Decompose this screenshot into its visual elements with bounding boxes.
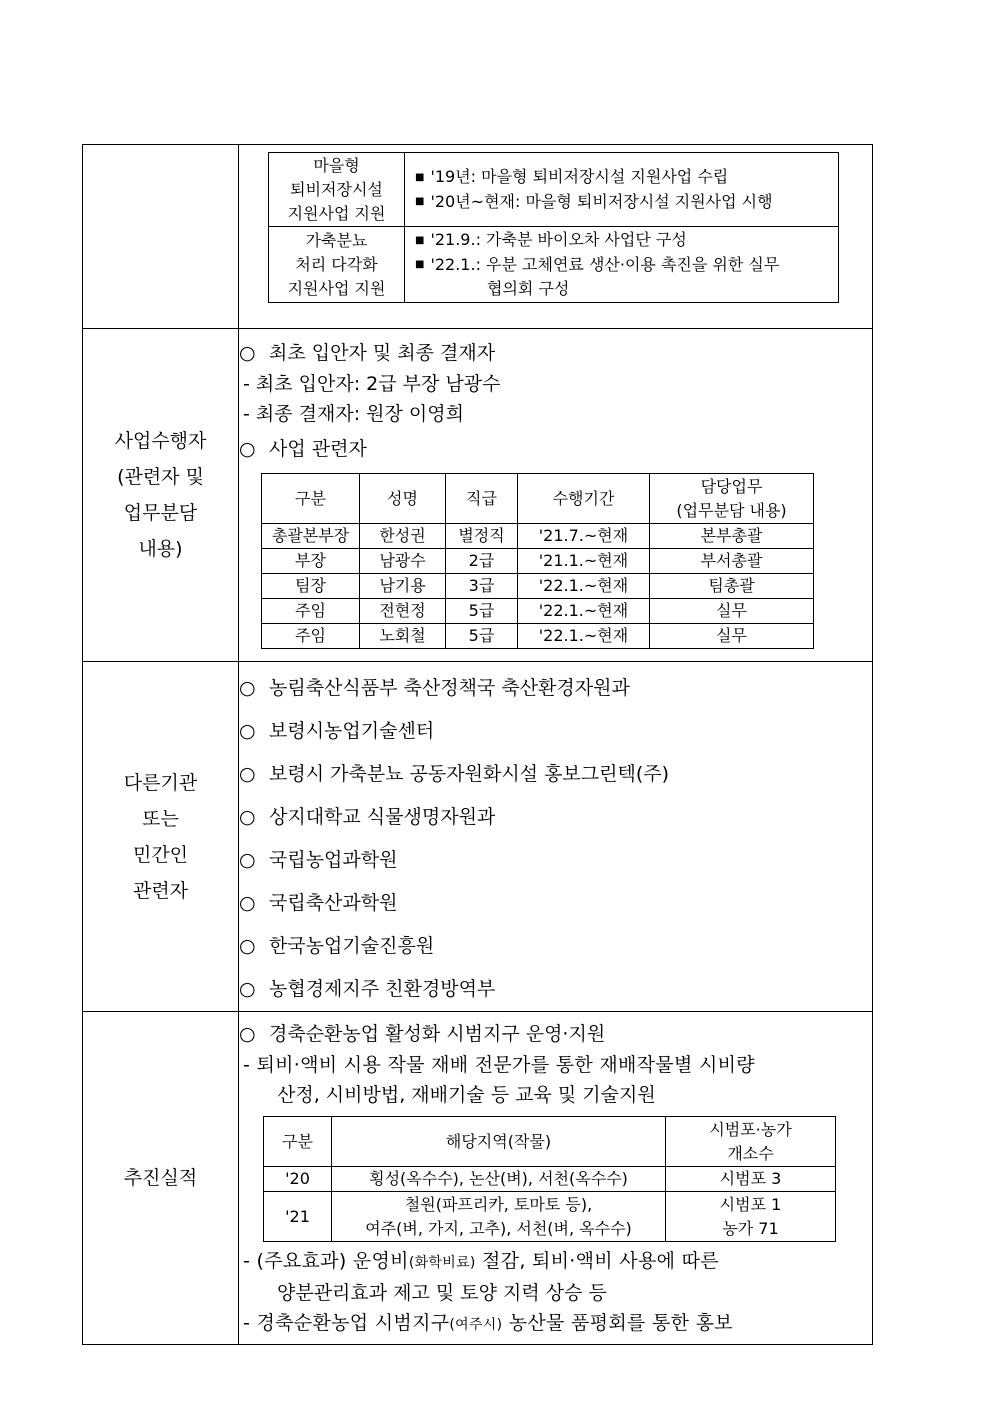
report-table: [82, 144, 873, 1345]
row-label-related-orgs: 다른기관 또는 민간인 관련자: [83, 662, 239, 1012]
circle-bullet-icon: ○: [239, 935, 256, 957]
square-bullet-icon: ■: [415, 234, 425, 246]
performers-cell: ○ 최초 입안자 및 최종 결재자 - 최초 입안자: 2급 부장 남광수 - 최종 결재자: 원장 이영희 ○ 사업 관련자 구분 성명 직급 수행기간 담당업무 (업무분담 내용) 총괄본부장 한성권 별정직 '21.7.~현재 본부총괄 부장 남광수 2급 '21.1.~현재 부서총괄 팀장 남기용 3급 '22.1.~현재 팀총괄 주임 전현정 5급 '22.1.~현재 실무 주임 노회철 5급 '22.1.~현재 실무: [239, 329, 873, 662]
list-item: 국립농업과학원: [269, 849, 398, 871]
pilot-table: 구분 해당지역(작물) 시범포·농가 개소수 '20 횡성(옥수수), 논산(벼), 서천(옥수수) 시범포 3 '21 철원(파프리카, 토마토 등), 여주(벼, 가지, 고추), 서천(벼, 옥수수) 시범포 1 농가 71: [263, 1116, 836, 1242]
program-cell: [239, 145, 873, 329]
table-row: 팀장 남기용 3급 '22.1.~현재 팀총괄: [262, 574, 814, 599]
list-item: 농림축산식품부 축산정책국 축산환경자원과: [269, 677, 630, 699]
staff-table: 구분 성명 직급 수행기간 담당업무 (업무분담 내용) 총괄본부장 한성권 별정직 '21.7.~현재 본부총괄 부장 남광수 2급 '21.1.~현재 부서총괄 팀장 남기용 3급 '22.1.~현재 팀총괄 주임 전현정 5급 '22.1.~현재 실무 주임 노회철 5급 '22.1.~현재 실무: [261, 473, 814, 649]
row-label-results: 추진실적: [83, 1012, 239, 1345]
circle-bullet-icon: ○: [239, 438, 256, 460]
table-row: 총괄본부장 한성권 별정직 '21.7.~현재 본부총괄: [262, 524, 814, 549]
program-items: ■ '19년: 마을형 퇴비저장시설 지원사업 수립 ■ '20년~현재: 마을형 퇴비저장시설 지원사업 시행: [405, 153, 839, 227]
circle-bullet-icon: ○: [239, 892, 256, 914]
circle-bullet-icon: ○: [239, 342, 256, 364]
table-row: 부장 남광수 2급 '21.1.~현재 부서총괄: [262, 549, 814, 574]
table-row: '21 철원(파프리카, 토마토 등), 여주(벼, 가지, 고추), 서천(벼, 옥수수) 시범포 1 농가 71: [264, 1192, 836, 1242]
square-bullet-icon: ■: [415, 171, 425, 183]
row-label-empty: [83, 145, 239, 329]
list-item: 상지대학교 식물생명자원과: [269, 806, 496, 828]
program-name: 가축분뇨 처리 다각화 지원사업 지원: [269, 227, 405, 303]
circle-bullet-icon: ○: [239, 849, 256, 871]
circle-bullet-icon: ○: [239, 677, 256, 699]
circle-bullet-icon: ○: [239, 763, 256, 785]
list-item: 보령시농업기술센터: [269, 720, 435, 742]
table-row: 주임 전현정 5급 '22.1.~현재 실무: [262, 599, 814, 624]
related-orgs-cell: [239, 662, 873, 1012]
circle-bullet-icon: ○: [239, 720, 256, 742]
program-items: ■ '21.9.: 가축분 바이오차 사업단 구성 ■ '22.1.: 우분 고체연료 생산·이용 촉진을 위한 실무 협의회 구성: [405, 227, 839, 303]
list-item: 보령시 가축분뇨 공동자원화시설 홍보그린텍(주): [269, 763, 670, 785]
circle-bullet-icon: ○: [239, 806, 256, 828]
list-item: 한국농업기술진흥원: [269, 935, 435, 957]
circle-bullet-icon: ○: [239, 1023, 256, 1045]
table-row: '20 횡성(옥수수), 논산(벼), 서천(옥수수) 시범포 3: [264, 1167, 836, 1192]
square-bullet-icon: ■: [415, 196, 425, 207]
results-cell: ○ 경축순환농업 활성화 시범지구 운영·지원 - 퇴비·액비 시용 작물 재배 전문가를 통한 재배작물별 시비량 산정, 시비방법, 재배기술 등 교육 및 기술지원 구분 해당지역(작물) 시범포·농가 개소수 '20 횡성(옥수수), 논산(벼), 서천(옥수수) 시범포 3 '21 철원(파프리카, 토마토 등), 여주(벼, 가지, 고추), 서천(벼, 옥수수) 시범포 1 농가 71 - (주요효과) 운영비(화학비료) 절감, 퇴비·액비 사용에 따른 양분관리효과 제고 및 토양 지력 상승 등 - 경축순환농업 시범지구(여주시) 농산물 품평회를 통한 홍보: [239, 1012, 873, 1345]
square-bullet-icon: ■: [415, 259, 425, 270]
circle-bullet-icon: ○: [239, 978, 256, 1000]
list-item: 농협경제지주 친환경방역부: [269, 978, 496, 1000]
row-label-performers: 사업수행자 (관련자 및 업무분담 내용): [83, 329, 239, 662]
table-row: 주임 노회철 5급 '22.1.~현재 실무: [262, 624, 814, 649]
list-item: 국립축산과학원: [269, 892, 398, 914]
program-name: 마을형 퇴비저장시설 지원사업 지원: [269, 153, 405, 227]
program-table: [268, 152, 839, 303]
